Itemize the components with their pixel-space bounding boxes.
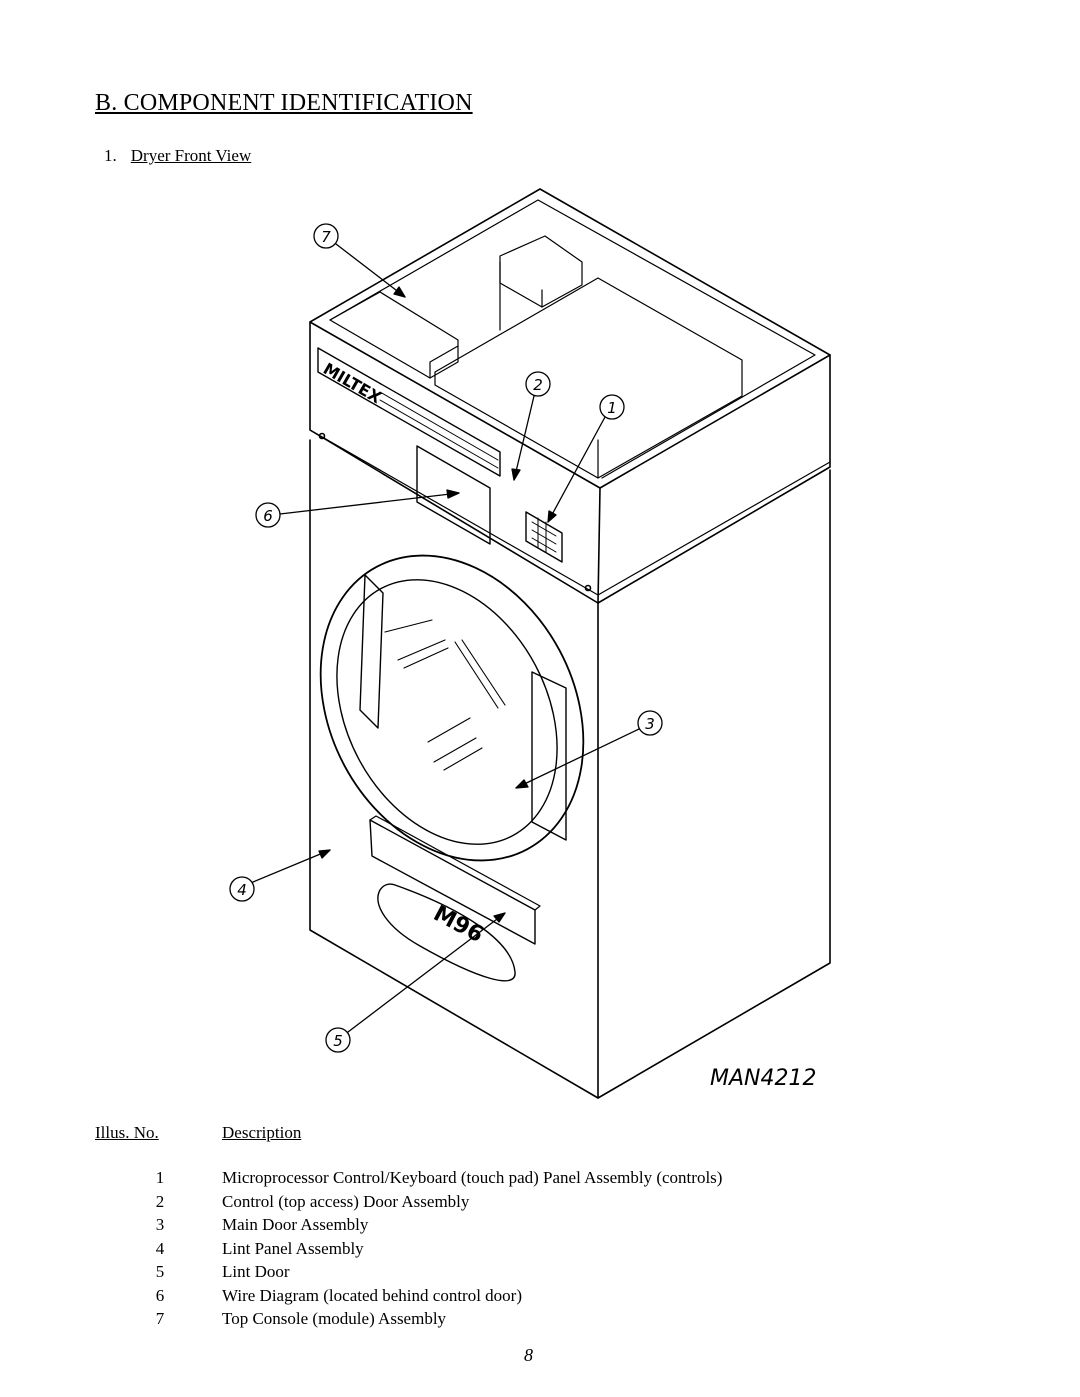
callout-1 <box>548 395 624 522</box>
table-row <box>0 1215 1080 1239</box>
row-description: Wire Diagram (located behind control door) <box>222 1285 523 1305</box>
row-description: Top Console (module) Assembly <box>222 1309 447 1328</box>
row-description: Control (top access) Door Assembly <box>222 1191 470 1211</box>
svg-text:6: 6 <box>263 507 273 525</box>
dryer-cabinet <box>269 440 830 1098</box>
callout-3 <box>516 711 662 788</box>
row-description: Microprocessor Control/Keyboard (touch pad) Panel Assembly (controls) <box>222 1168 723 1187</box>
row-number: 6 <box>155 1285 165 1305</box>
row-description: Lint Door <box>222 1262 290 1281</box>
table-row <box>0 1262 1080 1286</box>
svg-text:4: 4 <box>237 881 247 899</box>
callout-5 <box>326 913 505 1052</box>
section-number: 1. <box>104 146 117 165</box>
table-header-description: Description <box>222 1123 302 1142</box>
svg-text:1: 1 <box>607 399 617 417</box>
table-row <box>0 1239 1080 1263</box>
drawing-id: MAN4212 <box>710 1066 817 1091</box>
component-table <box>0 1168 1080 1333</box>
row-description: Main Door Assembly <box>222 1215 369 1234</box>
brand-logo: MILTEX <box>320 359 385 408</box>
table-row <box>0 1192 1080 1216</box>
row-number: 4 <box>155 1238 165 1258</box>
table-row <box>0 1286 1080 1310</box>
row-number: 3 <box>155 1215 165 1234</box>
svg-text:3: 3 <box>645 715 655 733</box>
table-row <box>0 1309 1080 1333</box>
callout-2 <box>512 372 550 480</box>
table-header-illus-no: Illus. No. <box>95 1123 159 1142</box>
section-label: Dryer Front View <box>130 146 252 165</box>
callout-4 <box>230 850 330 901</box>
row-number: 7 <box>155 1309 165 1328</box>
page-number: 8 <box>524 1345 533 1365</box>
svg-text:2: 2 <box>533 376 543 394</box>
row-description: Lint Panel Assembly <box>222 1238 364 1258</box>
table-row <box>0 1168 1080 1192</box>
row-number: 2 <box>155 1191 165 1211</box>
model-badge: M96 <box>429 901 488 948</box>
top-console-module <box>310 189 830 603</box>
page-title: B. COMPONENT IDENTIFICATION <box>95 90 473 116</box>
svg-text:5: 5 <box>333 1032 343 1050</box>
svg-text:7: 7 <box>321 228 331 246</box>
row-number: 5 <box>155 1262 165 1281</box>
callout-7 <box>314 224 405 297</box>
row-number: 1 <box>155 1168 165 1187</box>
